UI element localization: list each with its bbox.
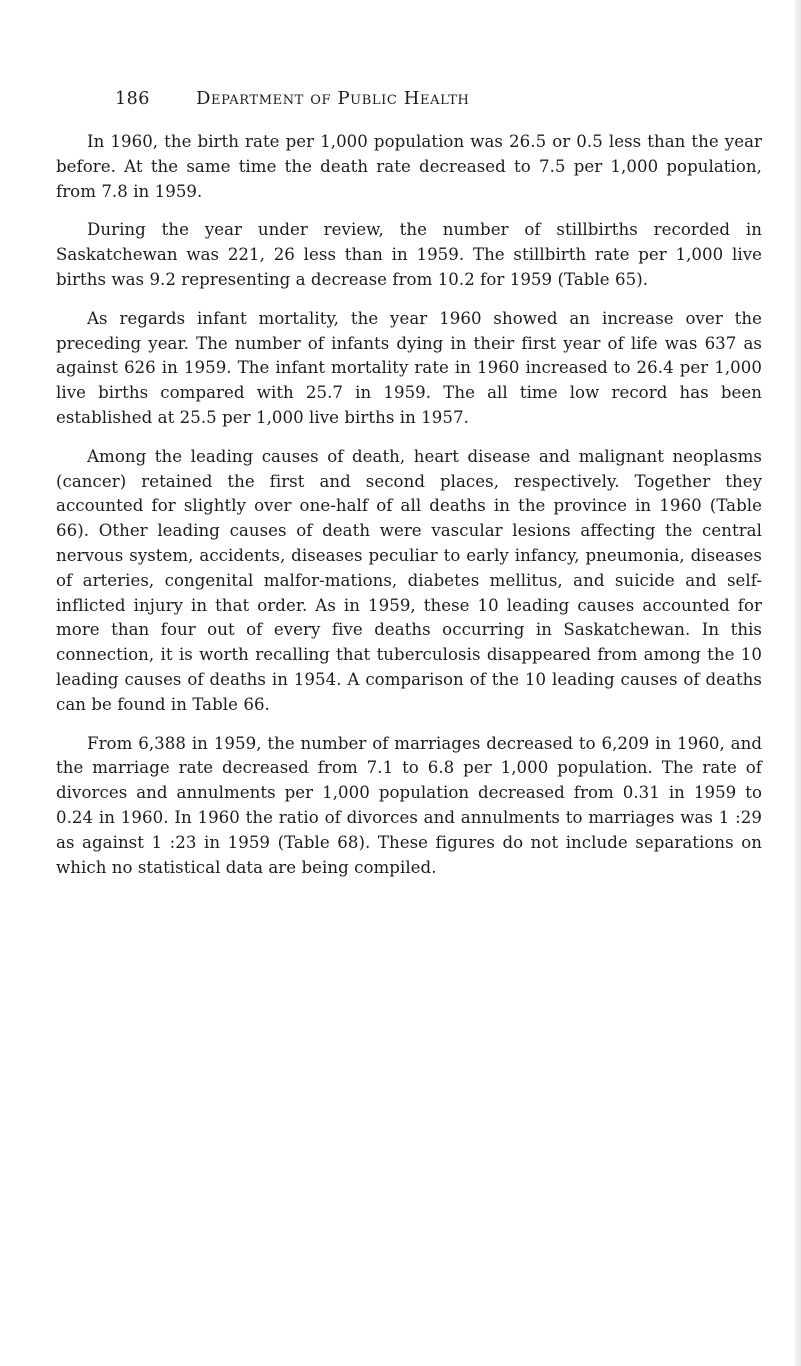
paragraph-marriages: From 6,388 in 1959, the number of marriages decreased to 6,209 in 1960, and the marriage rate decreased from 7.1 to 6.8 per 1,000 population. The rate of divorces and annulments per 1,000 population decreased from 0.31 in 1959 to 0.24 in 1960. In 1960 the ratio of divorces and annulments to marriages was 1 :29 as against 1 :23 in 1959 (Table 68). These figures do not include separations on which no statistical data are being compiled.: [56, 733, 762, 877]
paragraph-infant-mortality: As regards infant mortality, the year 1960 showed an increase over the preceding year. The number of infants dying in their first year of life was 637 as against 626 in 1959. The infant mortality rate in 1960 increased to 26.4 per 1,000 live births compared with 25.7 in 1959. The all time low record has been established at 25.5 per 1,000 live births in 1957.: [56, 308, 762, 427]
paragraph-birth-rate: In 1960, the birth rate per 1,000 population was 26.5 or 0.5 less than the year before. At the same time the death rate decreased to 7.5 per 1,000 population, from 7.8 in 1959.: [56, 132, 762, 201]
paragraph-causes-of-death: Among the leading causes of death, heart disease and malignant neoplasms (cancer) retained the first and second places, respectively. Together they accounted for slightly over one-half of all deaths in the province in 1960 (Table 66). Other leading causes of death were vascular lesions affecting the central nervous system, accidents, diseases peculiar to early infancy, pneumonia, diseases of arteries, congenital malfor-mations, diabetes mellitus, and suicide and self-inflicted injury in that order. As in 1959, these 10 leading causes accounted for more than four out of every five deaths occurring in Saskatchewan. In this connection, it is worth recalling that tuberculosis disappeared from among the 10 leading causes of deaths in 1954. A comparison of the 10 leading causes of deaths can be found in Table 66.: [56, 446, 762, 714]
paragraph-stillbirths: During the year under review, the number of stillbirths recorded in Saskatchewan was 221, 26 less than in 1959. The stillbirth rate per 1,000 live births was 9.2 representing a decrease from 10.2 for 1959 (Table 65).: [56, 220, 762, 289]
page-edge-shadow: [795, 0, 801, 1366]
page-number: 186: [115, 89, 150, 109]
body-text: [56, 130, 762, 880]
document-page: [48, 88, 768, 894]
running-title: Department of Public Health: [196, 88, 470, 109]
running-header: [48, 88, 768, 116]
